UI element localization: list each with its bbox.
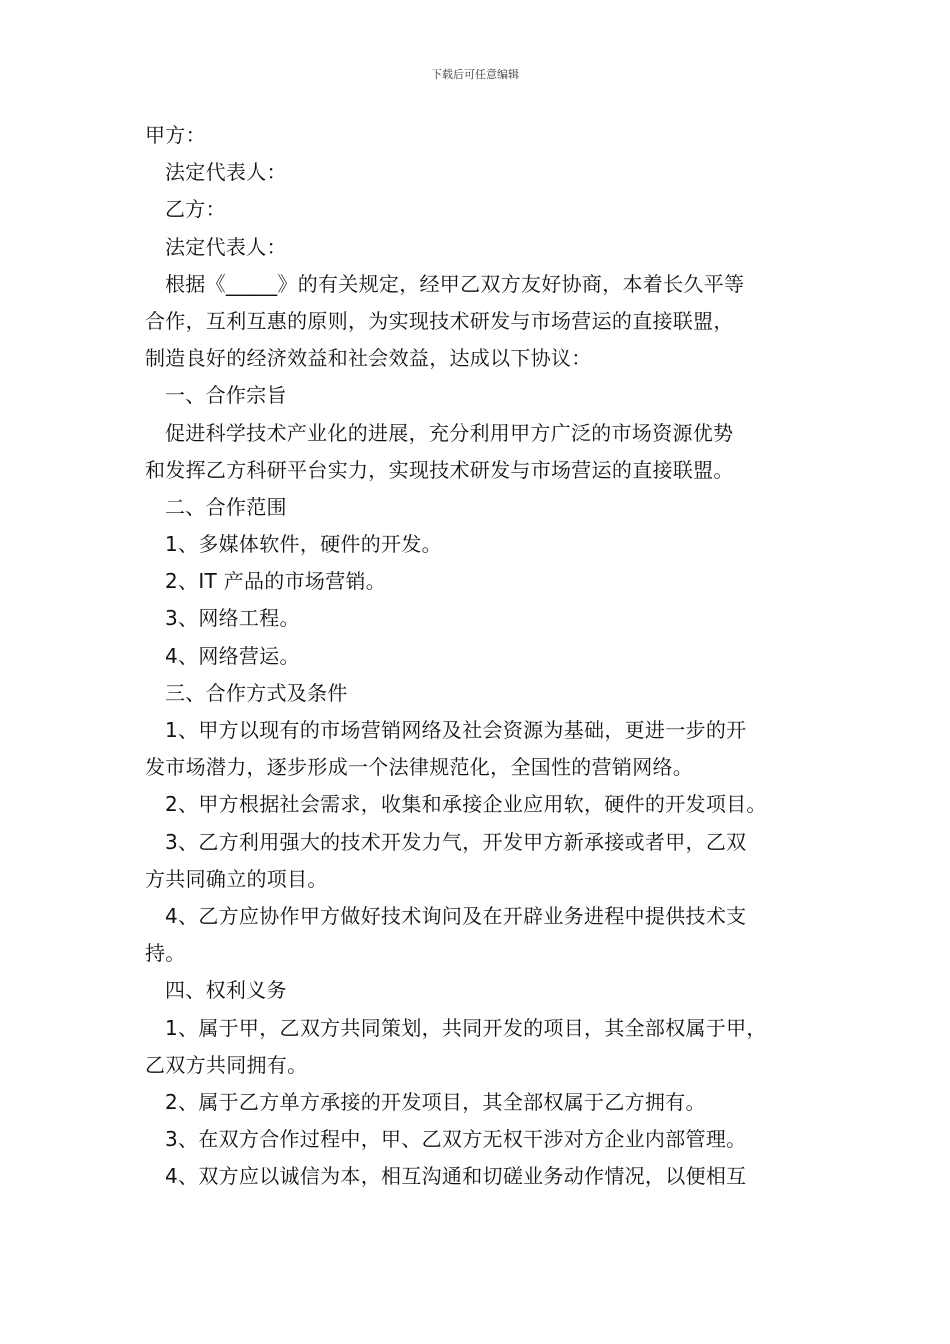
document-line: 1、多媒体软件，硬件的开发。 — [165, 532, 442, 557]
document-line: 制造良好的经济效益和社会效益，达成以下协议： — [145, 346, 592, 371]
document-line: 1、甲方以现有的市场营销网络及社会资源为基础，更进一步的开 — [165, 718, 747, 742]
document-line: 根据《_____》的有关规定，经甲乙双方友好协商，本着长久平等 — [165, 271, 745, 296]
document-line: 3、网络工程。 — [165, 606, 300, 631]
document-line: 1、属于甲，乙双方共同策划，共同开发的项目，其全部权属于甲， — [165, 1015, 767, 1040]
document-line: 合作，互利互惠的原则，为实现技术研发与市场营运的直接联盟， — [145, 308, 734, 333]
document-line: 4、双方应以诚信为本，相互沟通和切磋业务动作情况，以便相互 — [165, 1164, 747, 1189]
document-line: 持。 — [145, 941, 186, 966]
document-line: 乙方： — [165, 197, 226, 222]
document-line: 一、合作宗旨 — [165, 383, 287, 408]
document-line: 法定代表人： — [165, 160, 287, 185]
document-line: 2、属于乙方单方承接的开发项目，其全部权属于乙方拥有。 — [165, 1089, 706, 1114]
document-body — [145, 117, 810, 1195]
document-line: 2、甲方根据社会需求，收集和承接企业应用软，硬件的开发项目。 — [165, 792, 767, 817]
document-line: 三、合作方式及条件 — [165, 680, 348, 705]
document-line: 3、乙方利用强大的技术开发力气，开发甲方新承接或者甲，乙双 — [165, 829, 747, 854]
document-line: 四、权利义务 — [165, 978, 287, 1003]
document-line: 发市场潜力，逐步形成一个法律规范化，全国性的营销网络。 — [145, 755, 694, 780]
document-line: 4、乙方应协作甲方做好技术询问及在开辟业务进程中提供技术支 — [165, 903, 747, 928]
document-line: 甲方： — [145, 123, 206, 147]
document-line: 二、合作范围 — [165, 494, 287, 519]
document-line: 和发挥乙方科研平台实力，实现技术研发与市场营运的直接联盟。 — [145, 457, 734, 482]
document-line: 乙双方共同拥有。 — [145, 1052, 308, 1077]
document-line: 3、在双方合作过程中，甲、乙双方无权干涉对方企业内部管理。 — [165, 1127, 747, 1152]
document-line: 促进科学技术产业化的进展，充分利用甲方广泛的市场资源优势 — [165, 420, 734, 445]
document-line: 4、网络营运。 — [165, 643, 300, 668]
document-line: 2、IT 产品的市场营销。 — [165, 569, 387, 594]
page-header: 下载后可任意编辑 — [431, 68, 519, 81]
document-line: 方共同确立的项目。 — [145, 866, 328, 891]
document-line: 法定代表人： — [165, 234, 287, 259]
